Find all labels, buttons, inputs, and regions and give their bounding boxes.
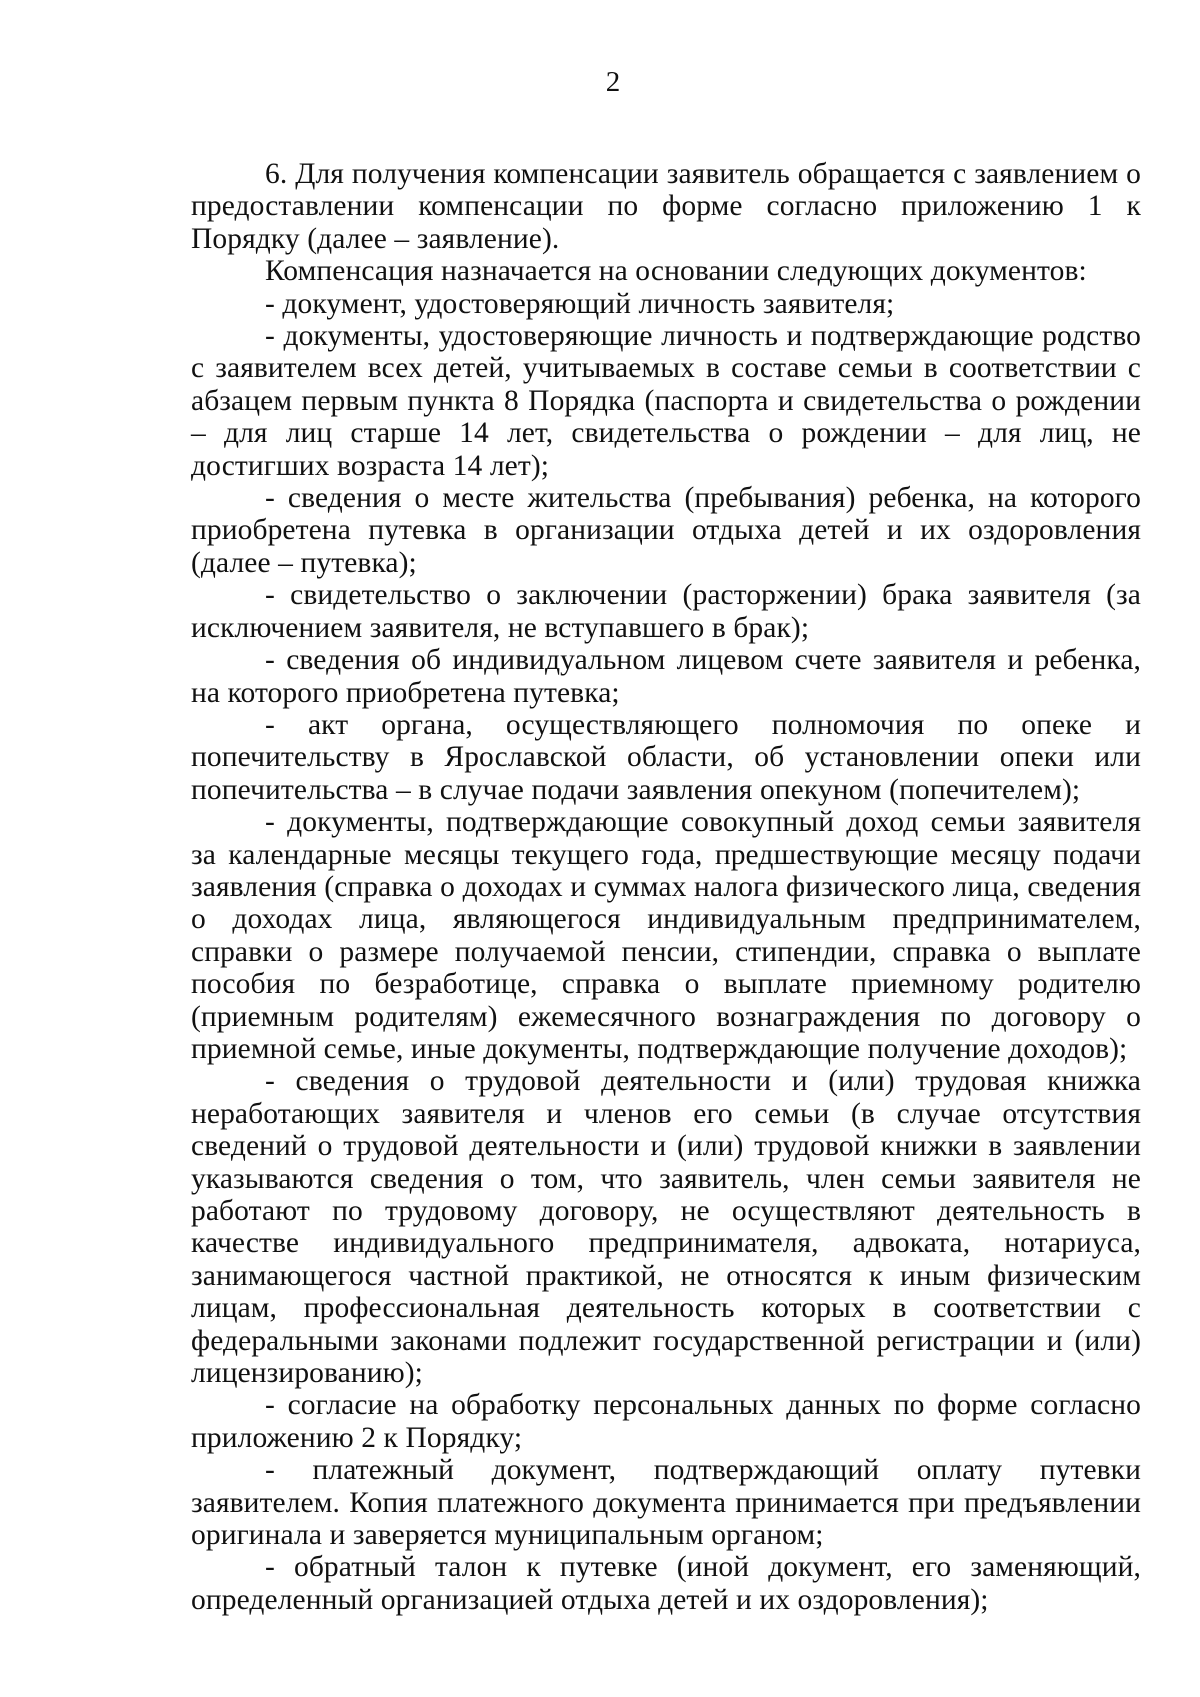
list-item: - свидетельство о заключении (расторжении) брака заявителя (за исключением заявителя, не вступавшего в брак); — [191, 579, 1141, 644]
list-item: - сведения о трудовой деятельности и (или) трудовая книжка неработающих заявителя и членов его семьи (в случае отсутствия сведений о трудовой деятельности и (или) трудовой книжки в заявлении указываются сведения о том, что заявитель, член семьи заявителя не работают по трудовому договору, не осуществляют деятельность в качестве индивидуального предпринимателя, адвоката, нотариуса, занимающегося частной практикой, не относятся к иным физическим лицам, профессиональная деятельность которых в соответствии с федеральными законами подлежит государственной регистрации и (или) лицензированию); — [191, 1065, 1141, 1390]
list-item: - акт органа, осуществляющего полномочия по опеке и попечительству в Ярославской области, об установлении опеки или попечительства – в случае подачи заявления опекуном (попечителем); — [191, 708, 1141, 806]
list-item: - документ, удостоверяющий личность заявителя; — [265, 287, 895, 320]
list-item: - платежный документ, подтверждающий оплату путевки заявителем. Копия платежного документа принимается при предъявлении оригинала и заверяется муниципальным органом; — [191, 1454, 1141, 1552]
paragraph-item-6: 6. Для получения компенсации заявитель обращается с заявлением о предоставлении компенсации по форме согласно приложению 1 к Порядку (далее – заявление). — [191, 158, 1141, 255]
list-item: - обратный талон к путевке (иной документ, его заменяющий, определенный организацией отдыха детей и их оздоровления); — [191, 1551, 1141, 1616]
list-item: - документы, удостоверяющие личность и подтверждающие родство с заявителем всех детей, учитываемых в составе семьи в соответствии с абзацем первым пункта 8 Порядка (паспорта и свидетельства о рождении – для лиц старше 14 лет, свидетельства о рождении – для лиц, не достигших возраста 14 лет); — [191, 320, 1141, 482]
page-number: 2 — [605, 66, 621, 98]
document-body — [191, 158, 1141, 1616]
paragraph-documents-intro: Компенсация назначается на основании следующих документов: — [265, 255, 1087, 288]
list-item: - сведения о месте жительства (пребывания) ребенка, на которого приобретена путевка в организации отдыха детей и их оздоровления (далее – путевка); — [191, 482, 1141, 579]
list-item: - документы, подтверждающие совокупный доход семьи заявителя за календарные месяцы текущего года, предшествующие месяцу подачи заявления (справка о доходах и суммах налога физического лица, сведения о доходах лица, являющегося индивидуальным предпринимателем, справки о размере получаемой пенсии, стипендии, справка о выплате пособия по безработице, справка о выплате приемному родителю (приемным родителям) ежемесячного вознаграждения по договору о приемной семье, иные документы, подтверждающие получение доходов); — [191, 806, 1141, 1065]
list-item: - сведения об индивидуальном лицевом счете заявителя и ребенка, на которого приобретена путевка; — [191, 644, 1141, 709]
list-item: - согласие на обработку персональных данных по форме согласно приложению 2 к Порядку; — [191, 1389, 1141, 1454]
